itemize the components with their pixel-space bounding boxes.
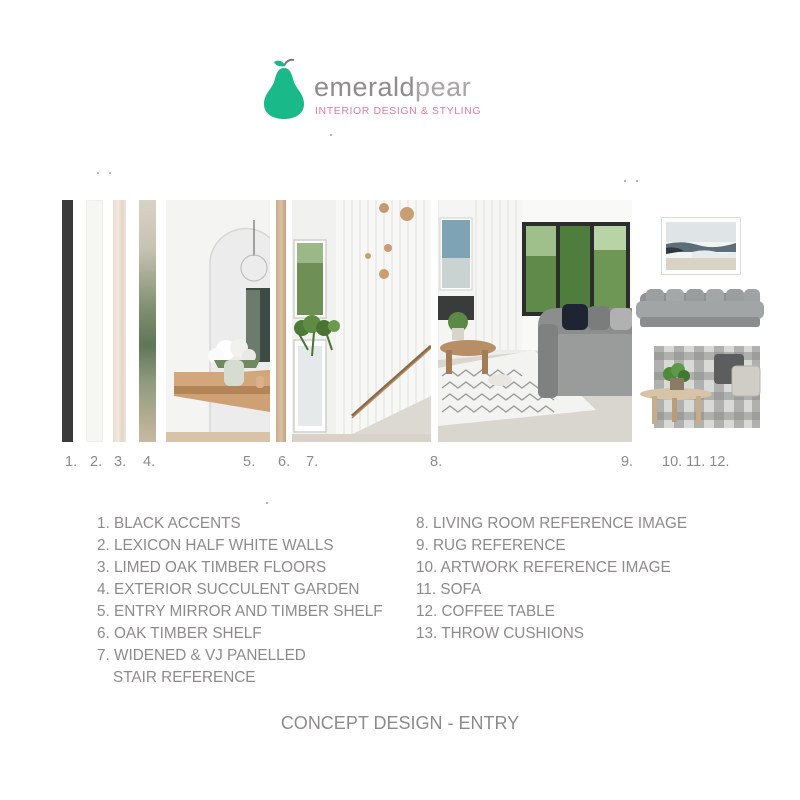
stair-illustration: [292, 200, 431, 442]
swatch-half-white-walls: [86, 200, 103, 442]
number-label: 7.: [306, 454, 319, 470]
speck: [330, 134, 332, 136]
legend-item: 11. SOFA: [416, 581, 482, 598]
concept-title: CONCEPT DESIGN - ENTRY: [280, 713, 520, 733]
legend-item: 1. BLACK ACCENTS: [97, 515, 241, 532]
number-label: 5.: [243, 454, 256, 470]
legend-left: [97, 513, 383, 689]
sofa-illustration: [636, 283, 764, 331]
number-label: 10. 11. 12.: [662, 454, 730, 470]
legend-right: [416, 513, 687, 645]
legend-item: 6. OAK TIMBER SHELF: [97, 625, 262, 642]
brand-name: emeraldpear: [314, 72, 472, 102]
living-room-illustration: [438, 200, 632, 442]
image-living-room-reference: [438, 200, 632, 442]
speck: [109, 172, 111, 174]
number-label: 3.: [114, 454, 127, 470]
legend-item: 8. LIVING ROOM REFERENCE IMAGE: [416, 515, 688, 532]
number-label: 8.: [430, 454, 443, 470]
legend-item: STAIR REFERENCE: [113, 669, 256, 686]
mirror-illustration: [166, 200, 270, 442]
number-label: 2.: [90, 454, 103, 470]
number-strip: [0, 454, 800, 478]
swatch-succulent-garden: [139, 200, 156, 442]
legend-item: 3. LIMED OAK TIMBER FLOORS: [97, 559, 327, 576]
image-artwork-reference: [661, 217, 741, 275]
speck: [266, 502, 268, 504]
legend-item: 7. WIDENED & VJ PANELLED: [97, 647, 306, 664]
image-entry-mirror: [166, 200, 270, 442]
image-stair-reference: [292, 200, 431, 442]
number-label: 9.: [621, 454, 634, 470]
swatch-limed-oak-floors: [113, 200, 126, 442]
image-sofa: [636, 283, 764, 331]
swatch-oak-timber-shelf: [276, 200, 286, 442]
image-rug-table-cushions: [640, 346, 762, 430]
pear-icon: [262, 58, 306, 120]
speck: [97, 172, 99, 174]
legend-item: 10. ARTWORK REFERENCE IMAGE: [416, 559, 671, 576]
brand-logo: [262, 58, 502, 128]
legend-item: 9. RUG REFERENCE: [416, 537, 566, 554]
legend-item: 5. ENTRY MIRROR AND TIMBER SHELF: [97, 603, 383, 620]
speck: [636, 180, 638, 182]
speck: [624, 180, 626, 182]
number-label: 6.: [278, 454, 291, 470]
number-label: 4.: [143, 454, 156, 470]
brand-tagline: INTERIOR DESIGN & STYLING: [315, 105, 482, 117]
artwork-illustration: [662, 218, 740, 274]
legend-item: 4. EXTERIOR SUCCULENT GARDEN: [97, 581, 360, 598]
rug-illustration: [640, 346, 762, 430]
swatch-black-accents: [62, 200, 73, 442]
legend-item: 13. THROW CUSHIONS: [416, 625, 585, 642]
legend-item: 2. LEXICON HALF WHITE WALLS: [97, 537, 334, 554]
legend-item: 12. COFFEE TABLE: [416, 603, 555, 620]
number-label: 1.: [65, 454, 78, 470]
